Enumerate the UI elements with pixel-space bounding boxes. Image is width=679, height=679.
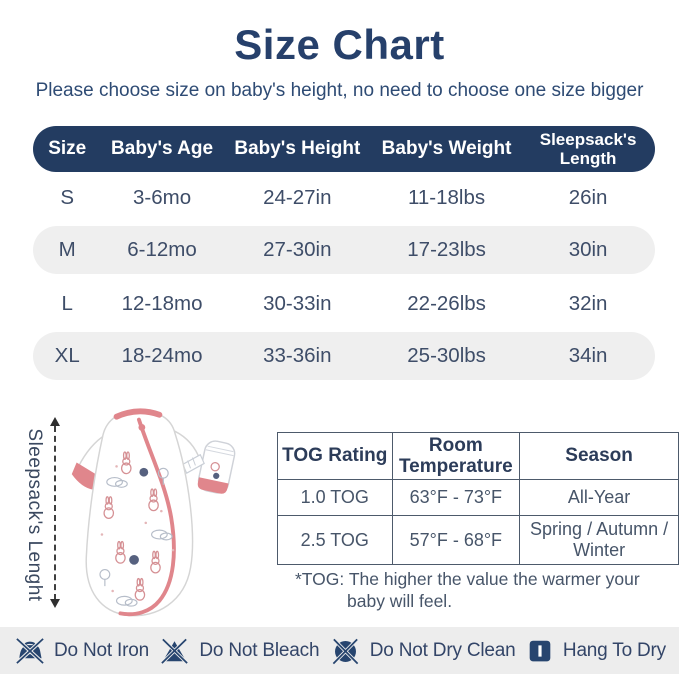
cell-size: L [61,292,73,315]
header-sleepsacks-length: Sleepsack's Length [539,129,637,168]
cell-length: 32in [568,292,608,315]
cell-height: 24-27in [263,186,332,209]
detached-sleeve [197,439,237,495]
cell-age: 6-12mo [127,238,197,261]
cell-size: XL [54,344,80,367]
cell-length: 34in [568,344,608,367]
care-instructions-bar [0,627,679,674]
cell-weight: 17-23lbs [407,238,486,261]
page-subtitle: Please choose size on baby's height, no need to choose one size bigger [35,80,644,101]
care-item-hang-to-dry [525,636,666,666]
tog-footnote-line1: *TOG: The higher the value the warmer your [295,569,640,589]
tog-header-rating: TOG Rating [278,433,393,480]
tog-row-1 [278,480,679,516]
cell-length: 26in [568,186,608,209]
cell-height: 27-30in [263,238,332,261]
tog-cell-temperature: 57°F - 68°F [392,516,520,565]
care-item-do-not-iron [13,636,149,666]
cell-age: 12-18mo [121,292,203,315]
tog-cell-rating: 1.0 TOG [278,480,393,516]
tog-row-2 [278,516,679,565]
care-label: Hang To Dry [562,639,666,661]
length-measure-dashed-line [54,426,56,600]
do-not-dry-clean-icon [329,636,362,666]
header-babys-weight: Baby's Weight [381,138,512,159]
cell-weight: 22-26lbs [407,292,486,315]
header-babys-age: Baby's Age [111,138,214,159]
care-item-do-not-dry-clean [329,636,516,666]
tog-cell-season: Spring / Autumn / Winter [520,516,679,565]
cell-weight: 11-18lbs [408,186,486,209]
cell-size: M [58,238,76,261]
table-row-l [33,278,655,330]
cell-age: 18-24mo [121,344,203,367]
tog-cell-season: All-Year [520,480,679,516]
page-title: Size Chart [234,21,445,68]
do-not-iron-icon [13,636,46,666]
hang-to-dry-icon [525,636,555,666]
table-row-m [33,226,655,274]
care-label: Do Not Dry Clean [369,639,516,661]
tog-footnote-line2: baby will feel. [347,590,453,611]
sleepsack-illustration [58,406,253,628]
tog-cell-rating: 2.5 TOG [278,516,393,565]
cell-size: S [60,186,75,209]
tog-header-season: Season [520,433,679,480]
sleepsack-length-label: Sleepsack's Lenght [24,428,45,602]
header-size: Size [48,138,87,159]
do-not-bleach-icon [158,636,191,666]
cell-length: 30in [568,238,608,261]
tog-rating-table [277,432,679,565]
cell-weight: 25-30lbs [407,344,486,367]
cell-age: 3-6mo [132,186,192,209]
header-babys-height: Baby's Height [234,138,361,159]
care-label: Do Not Iron [54,639,149,661]
cell-height: 33-36in [263,344,332,367]
table-row-s [33,172,655,224]
care-item-do-not-bleach [158,636,319,666]
tog-header-temperature: Room Temperature [392,433,520,480]
cell-height: 30-33in [263,292,332,315]
table-row-xl [33,332,655,380]
tog-footnote [295,569,665,613]
care-label: Do Not Bleach [199,639,320,661]
tog-cell-temperature: 63°F - 73°F [392,480,520,516]
size-table-header [33,126,655,172]
